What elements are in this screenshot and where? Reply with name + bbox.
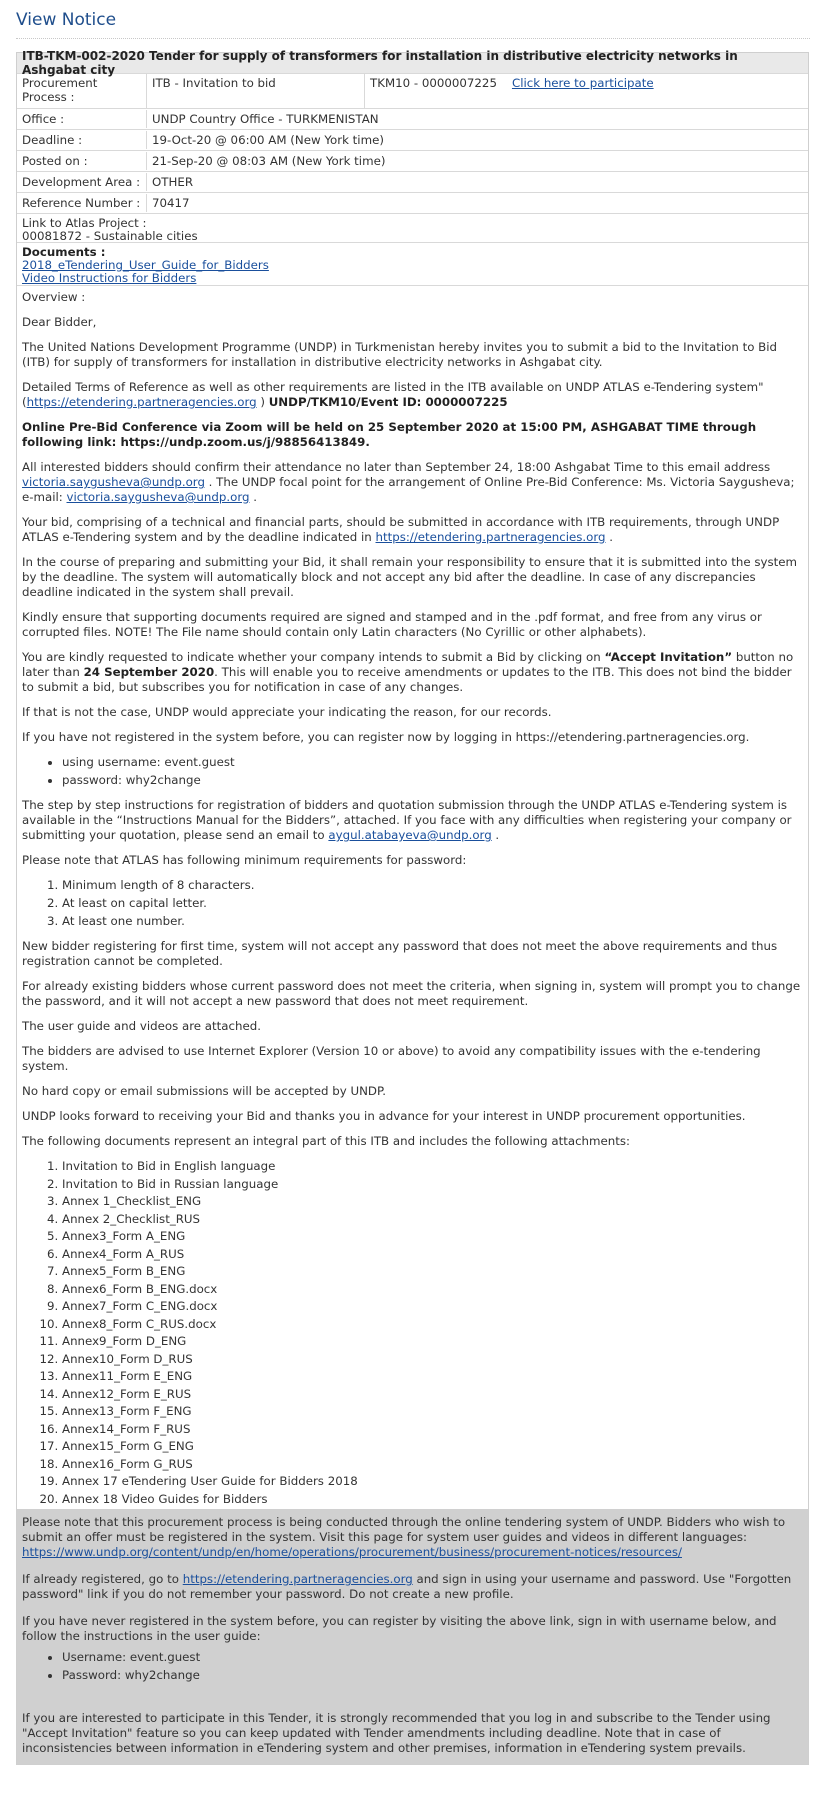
posted-label: Posted on : [17,152,147,170]
list-item: 19. Annex 17 eTendering User Guide for Bidders 2018 [62,1474,803,1489]
overview-label: Overview : [22,290,86,304]
etendering-link[interactable]: https://etendering.partneragencies.org [375,530,606,544]
list-item: 4. Annex 2_Checklist_RUS [62,1212,803,1227]
notice-heading: ITB-TKM-002-2020 Tender for supply of transformers for installation in distributive electricity networks in Ashgabat city [17,53,808,74]
list-item: • Password: why2change [62,1668,803,1683]
deadline-row [17,130,808,151]
overview-paragraph: Your bid, comprising of a technical and financial parts, should be submitted in accordance with ITB requirements, through UNDP ATLAS e-Tendering system and by the deadline indicated in https://etendering.partneragencies.org . [22,515,780,544]
attachments-list [22,1159,803,1507]
office-row [17,109,808,130]
development-area-value: OTHER [152,175,194,189]
overview-paragraph: No hard copy or email submissions will be accepted by UNDP. [22,1084,387,1098]
posted-value: 21-Sep-20 @ 08:03 AM (New York time) [152,154,386,168]
overview-paragraph: For already existing bidders whose current password does not meet the criteria, when signing in, system will prompt you to change the password, and it will not accept a new password that does not meet requirement. [22,979,801,1008]
greeting: Dear Bidder, [22,315,97,329]
reference-number-row [17,193,808,214]
list-item: • using username: event.guest [62,755,803,770]
list-item: 1. Minimum length of 8 characters. [62,878,803,893]
development-area-row [17,172,808,193]
procurement-process-label: Procurement Process : [17,74,147,108]
overview-paragraph: The user guide and videos are attached. [22,1019,261,1033]
reference-number-label: Reference Number : [17,194,147,212]
video-instructions-link[interactable]: Video Instructions for Bidders [22,271,197,285]
event-id: UNDP/TKM10/Event ID: 0000007225 [268,395,508,409]
list-item: 1. Invitation to Bid in English language [62,1159,803,1174]
user-guide-link[interactable]: 2018_eTendering_User_Guide_for_Bidders [22,258,269,272]
title-divider [16,38,810,39]
credentials-list [22,755,803,788]
list-item: 6. Annex4_Form A_RUS [62,1247,803,1262]
overview-paragraph: Kindly ensure that supporting documents required are signed and stamped and in the .pdf format, and free from any virus or corrupted files. NOTE! The File name should contain only Latin characters (No Cyrillic or other alphabets). [22,610,762,639]
page-title: View Notice [16,10,117,30]
procurement-process-value: ITB - Invitation to bid [147,74,365,108]
posted-row [17,151,808,172]
overview-paragraph: If that is not the case, UNDP would appreciate your indicating the reason, for our records. [22,705,552,719]
event-code: TKM10 - 0000007225 [370,76,497,90]
overview-paragraph: You are kindly requested to indicate whether your company intends to submit a Bid by clicking on “Accept Invitation” button no later than 24 September 2020. This will enable you to receive amendments or updates to the ITB. This does not bind the bidder to submit a bid, but subscribes you for notification in case of any changes. [22,650,794,694]
overview-paragraph: The bidders are advised to use Internet Explorer (Version 10 or above) to avoid any compatibility issues with the e-tendering system. [22,1044,761,1073]
prebid-conference: Online Pre-Bid Conference via Zoom will be held on 25 September 2020 at 15:00 PM, ASHGABAT TIME through following link: https://undp.zoom.us/j/98856413849. [22,420,757,449]
event-cell [365,74,808,108]
overview-paragraph: The following documents represent an integral part of this ITB and includes the following attachments: [22,1134,631,1148]
email-link[interactable]: victoria.saygusheva@undp.org [22,475,205,489]
list-item: 7. Annex5_Form B_ENG [62,1264,803,1279]
list-item: 3. At least one number. [62,914,803,929]
atlas-project-row [17,214,808,243]
documents-label: Documents : [22,245,106,259]
reference-number-value: 70417 [152,196,190,210]
list-item: • password: why2change [62,773,803,788]
overview-paragraph: If you have not registered in the system before, you can register now by logging in https://etendering.partneragencies.org. [22,730,750,744]
list-item: 12. Annex10_Form D_RUS [62,1352,803,1367]
documents-row [17,243,808,286]
list-item: 20. Annex 18 Video Guides for Bidders [62,1492,803,1507]
footer-paragraph: If you have never registered in the system before, you can register by visiting the above link, sign in with username below, and follow the instructions in the user guide: [22,1614,777,1643]
deadline-value: 19-Oct-20 @ 06:00 AM (New York time) [152,133,384,147]
list-item: 15. Annex13_Form F_ENG [62,1404,803,1419]
overview-paragraph: In the course of preparing and submitting your Bid, it shall remain your responsibility to ensure that it is submitted into the system by the deadline. The system will automatically block and not accept any bid after the deadline. In case of any discrepancies deadline indicated in the system shall prevail. [22,555,797,599]
footer-paragraph: If you are interested to participate in this Tender, it is strongly recommended that you log in and subscribe to the Tender using "Accept Invitation" feature so you can keep updated with Tender amendments including deadline. Note that in case of inconsistencies between information in eTendering system and other premises, information in eTendering system prevails. [22,1711,771,1755]
procurement-process-row [17,74,808,109]
overview-section [17,286,808,1507]
resources-link[interactable]: https://www.undp.org/content/undp/en/home/operations/procurement/business/procurement-notices/resources/ [22,1545,682,1559]
notice-details [16,49,809,1765]
list-item: 8. Annex6_Form B_ENG.docx [62,1282,803,1297]
list-item: 5. Annex3_Form A_ENG [62,1229,803,1244]
footer-paragraph: Please note that this procurement process is being conducted through the online tendering system of UNDP. Bidders who wish to submit an offer must be registered in the system. Visit this page for system user guides and videos in different languages: https://www.undp.org/content/undp/en/home/operations/procurement/business/procurement-notices/resources/ [22,1515,786,1559]
overview-paragraph: Detailed Terms of Reference as well as other requirements are listed in the ITB available on UNDP ATLAS e-Tendering system" (https://etendering.partneragencies.org ) UNDP/TKM10/Event ID: 0000007225 [22,380,764,409]
atlas-project-label: Link to Atlas Project : [22,216,147,230]
list-item: 9. Annex7_Form C_ENG.docx [62,1299,803,1314]
overview-paragraph: The step by step instructions for registration of bidders and quotation submission through the UNDP ATLAS e-Tendering system is available in the “Instructions Manual for the Bidders”, attached. If you face with any difficulties when registering your company or submitting your quotation, please send an email to aygul.atabayeva@undp.org . [22,798,792,842]
list-item: 13. Annex11_Form E_ENG [62,1369,803,1384]
list-item: 18. Annex16_Form G_RUS [62,1457,803,1472]
credentials-list [22,1650,803,1683]
footer-paragraph: If already registered, go to https://etendering.partneragencies.org and sign in using your username and password. Use "Forgotten password" link if you do not remember your password. Do not create a new profile. [22,1572,792,1601]
overview-paragraph: New bidder registering for first time, system will not accept any password that does not meet the above requirements and thus registration cannot be completed. [22,939,778,968]
list-item: 11. Annex9_Form D_ENG [62,1334,803,1349]
overview-paragraph: The United Nations Development Programme (UNDP) in Turkmenistan hereby invites you to submit a bid to the Invitation to Bid (ITB) for supply of transformers for installation in distributive electricity networks in Ashgabat city. [22,340,778,369]
atlas-project-value: 00081872 - Sustainable cities [22,229,198,243]
list-item: 17. Annex15_Form G_ENG [62,1439,803,1454]
list-item: • Username: event.guest [62,1650,803,1665]
password-requirements-list [22,878,803,929]
overview-paragraph: UNDP looks forward to receiving your Bid and thanks you in advance for your interest in UNDP procurement opportunities. [22,1109,746,1123]
list-item: 10. Annex8_Form C_RUS.docx [62,1317,803,1332]
office-label: Office : [17,110,147,128]
development-area-label: Development Area : [17,173,147,191]
office-value: UNDP Country Office - TURKMENISTAN [152,112,379,126]
overview-paragraph: Please note that ATLAS has following minimum requirements for password: [22,853,467,867]
list-item: 2. Invitation to Bid in Russian language [62,1177,803,1192]
etendering-link[interactable]: https://etendering.partneragencies.org [182,1572,413,1586]
deadline-label: Deadline : [17,131,147,149]
email-link[interactable]: aygul.atabayeva@undp.org [328,828,492,842]
participate-link[interactable]: Click here to participate [511,76,654,90]
list-item: 3. Annex 1_Checklist_ENG [62,1194,803,1209]
overview-paragraph: All interested bidders should confirm their attendance no later than September 24, 18:00 Ashgabat Time to this email address victoria.saygusheva@undp.org . The UNDP focal point for the arrangement of Online Pre-Bid Conference: Ms. Victoria Saygusheva; e-mail: victoria.saygusheva@undp.org . [22,460,795,504]
etendering-link[interactable]: https://etendering.partneragencies.org [26,395,257,409]
list-item: 16. Annex14_Form F_RUS [62,1422,803,1437]
registration-footer [17,1509,808,1764]
list-item: 14. Annex12_Form E_RUS [62,1387,803,1402]
email-link[interactable]: victoria.saygusheva@undp.org [66,490,250,504]
list-item: 2. At least on capital letter. [62,896,803,911]
